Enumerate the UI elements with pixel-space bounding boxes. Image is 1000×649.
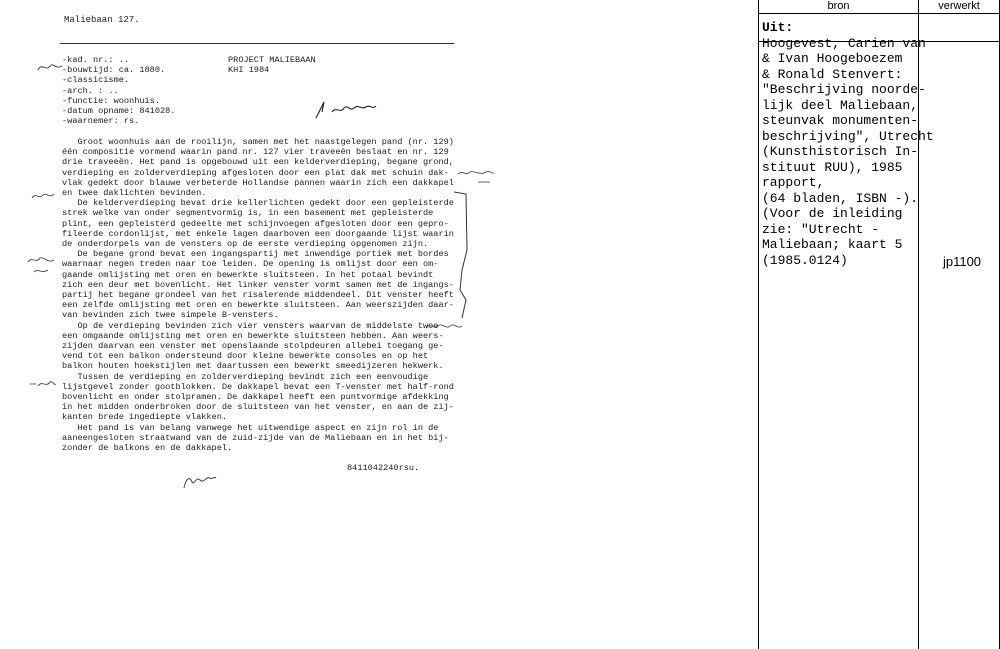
bron-line: lijk deel Maliebaan, (762, 97, 919, 113)
bron-line: Hoogevest, Carien van (762, 35, 926, 51)
text-line: strek welke van onder segmentvormig is, in een basement met gepleisterde (62, 208, 434, 219)
bron-line: (64 bladen, ISBN -). (762, 190, 919, 206)
bron-line: (Kunsthistorisch In- (762, 144, 919, 159)
text-line: één compositie vormend waarin pand nr. 127 vier traveeën beslaat en nr. 129 (62, 147, 449, 158)
handwritten-initials (182, 470, 218, 492)
text-line: en twee daklichten bevinden. (62, 188, 207, 199)
bron-line: & Ivan Hoogeboezem (762, 51, 903, 66)
bron-line: zie: "Utrecht - (762, 221, 880, 237)
text-line: De begane grond bevat een ingangspartij met inwendige portiek met bordes (62, 249, 449, 260)
text-line: fileerde cordonlijst, met enkele lagen daarboven een doorgaande lijst waarin (62, 228, 454, 239)
bron-line: stituut RUU), 1985 (762, 159, 903, 175)
margin-annotation (424, 320, 464, 334)
bron-line: "Beschrijving noorde- (762, 82, 926, 97)
text-line: in het midden onderbroken door de sluitsteen van het venster, en aan de zij- (62, 402, 454, 413)
text-line: de onderdorpels van de vensters op de eerste verdieping opgenomen zijn. (62, 239, 429, 250)
metadata-block (62, 55, 175, 126)
header-rule (60, 43, 454, 44)
margin-bracket (448, 190, 472, 320)
text-line: zijden daarvan een venster met openslaande stolpdeuren allebei toegang ge- (62, 341, 444, 352)
bron-line: & Ronald Stenvert: (762, 66, 903, 82)
text-line: zich een deur met bovenlicht. Het linker venster vormt samen met de ingangs- (62, 279, 454, 290)
text-line: zonder de balkons en de dakkapel. (62, 443, 233, 454)
text-line: kanten brede ingediepte vlakken. (62, 412, 228, 423)
text-line: balkon houten hoekstijlen met daartussen een bewerkt smeedijzeren hekwerk. (62, 361, 444, 372)
bron-line: (Voor de inleiding (762, 206, 903, 221)
project-code: KHI 1984 (228, 65, 270, 76)
bron-header: bron (759, 0, 918, 14)
project-title: PROJECT MALIEBAAN (228, 55, 316, 65)
meta-line: -functie: woonhuis. (62, 95, 160, 106)
verwerkt-code: jp1100 (942, 254, 982, 269)
text-line: Het pand is van belang vanwege het uitwendige aspect en zijn rol in de (62, 422, 439, 433)
document-code: 8411042240rsu. (347, 463, 420, 473)
text-line: een zelfde omlijsting met oren en bewerkte sluitsteen. Aan weerszijden daar- (62, 300, 454, 311)
text-line: bovenlicht en onder stolpramen. De dakkapel heeft een puntvormige afdekking (62, 392, 449, 403)
text-line: Groot woonhuis aan de rooilijn, samen met het naastgelegen pand (nr. 129) (62, 137, 454, 147)
margin-annotation (30, 190, 56, 202)
meta-line: -bouwtijd: ca. 1880. (62, 65, 166, 76)
bron-line: Maliebaan; kaart 5 (762, 237, 903, 252)
text-line: plint, een gepleisterd gedeelte met schijnvoegen afgesloten door een gepro- (62, 218, 449, 229)
text-line: drie traveeën. Het pand is opgebouwd uit een kelderverdieping, begane grond, (62, 157, 454, 168)
meta-line: -waarnemer: rs. (62, 116, 140, 127)
text-line: verdieping en zolderverdieping afgesloten door een plat dak met schuin dak- (62, 167, 449, 178)
text-line: aaneengesloten straatwand van de zuid-zijde van de Maliebaan en in het bij- (62, 432, 449, 443)
bron-line: beschrijving", Utrecht (762, 128, 934, 144)
text-line: lijstgevel zonder gootblokken. De dakkapel bevat een T-venster met half-rond (62, 381, 454, 392)
bron-line: (1985.0124) (762, 252, 848, 268)
text-line: Tussen de verdieping en zolderverdieping bevindt zich een eenvoudige (62, 371, 429, 382)
bron-line: Uit: (762, 20, 794, 35)
meta-line: -kad. nr.: .. (62, 55, 130, 65)
column-divider-left (758, 0, 759, 649)
text-line: vend tot een balkon ondersteund door kleine bewerkte consoles en op het (62, 351, 429, 362)
text-line: Op de verdieping bevinden zich vier vensters waarvan de middelste twee (62, 320, 439, 331)
handwritten-mark (36, 60, 64, 74)
margin-annotation (26, 254, 58, 278)
document-heading: Maliebaan 127. (64, 15, 140, 25)
meta-line: -datum opname: 841028. (62, 106, 176, 117)
bron-line: steunvak monumenten- (762, 113, 919, 128)
project-block (228, 55, 316, 75)
verwerkt-header: verwerkt (919, 0, 999, 14)
description-text (62, 137, 454, 453)
handwritten-signature (314, 98, 394, 122)
margin-annotation (28, 378, 58, 390)
text-line: De kelderverdieping bevat drie kellerlichten gedekt door een gepleisterde (62, 198, 454, 209)
text-line: van bevinden zich twee simpele B-vensters. (62, 310, 279, 321)
text-line: gaande omlijsting met oren en bewerkte sluitsteen. In het potaal bevindt (62, 269, 434, 280)
bron-line: rapport, (762, 175, 825, 190)
bron-source-text (762, 20, 934, 268)
meta-line: -arch. : .. (62, 85, 119, 96)
text-line: een omgaande omlijsting met oren en bewerkte sluitsteen hebben. Aan weers- (62, 330, 444, 341)
text-line: partij het begane grondeel van het risalerende middendeel. Dit venster heeft (62, 290, 454, 301)
text-line: vlak gedekt door blauwe verbeterde Hollandse pannen waarin zich een dakkapel (62, 177, 454, 188)
text-line: waarnaar negen treden naar toe leiden. De opening is omlijst door een om- (62, 259, 439, 270)
margin-annotation (456, 168, 496, 188)
meta-line: -classicisme. (62, 75, 130, 86)
